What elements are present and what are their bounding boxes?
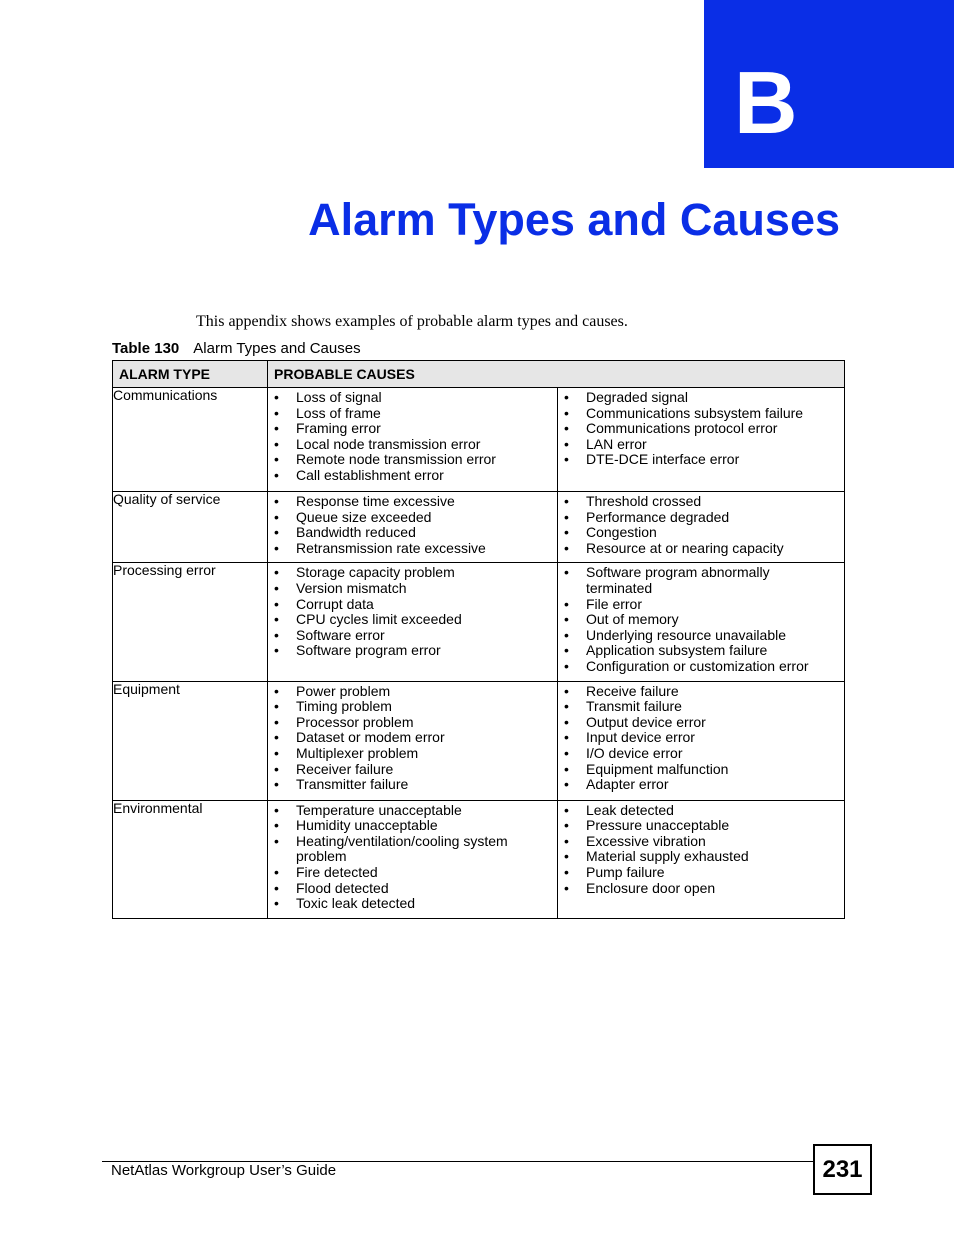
table-header-row bbox=[113, 361, 845, 388]
cause-item: • Power problem bbox=[274, 684, 551, 700]
cause-item: • Bandwidth reduced bbox=[274, 525, 551, 541]
cause-item: • Communications protocol error bbox=[564, 421, 838, 437]
cause-item: • Call establishment error bbox=[274, 468, 551, 484]
probable-causes-cell bbox=[558, 388, 845, 492]
cause-item: • Out of memory bbox=[564, 612, 838, 628]
cause-item: • CPU cycles limit exceeded bbox=[274, 612, 551, 628]
cause-item: • I/O device error bbox=[564, 746, 838, 762]
cause-item: • Heating/ventilation/cooling system problem bbox=[274, 834, 551, 865]
alarm-type-cell: Environmental bbox=[113, 800, 268, 918]
cause-item: • Receive failure bbox=[564, 684, 838, 700]
cause-item: • Software program error bbox=[274, 643, 551, 659]
cause-item: • Toxic leak detected bbox=[274, 896, 551, 912]
cause-item: • Excessive vibration bbox=[564, 834, 838, 850]
cause-item: • Output device error bbox=[564, 715, 838, 731]
cause-item: • Underlying resource unavailable bbox=[564, 628, 838, 644]
causes-list bbox=[558, 801, 844, 903]
cause-item: • Transmit failure bbox=[564, 699, 838, 715]
table-row bbox=[113, 681, 845, 800]
cause-item: • Leak detected bbox=[564, 803, 838, 819]
cause-item: • Degraded signal bbox=[564, 390, 838, 406]
cause-item: • LAN error bbox=[564, 437, 838, 453]
probable-causes-cell bbox=[558, 492, 845, 563]
cause-item: • Input device error bbox=[564, 730, 838, 746]
cause-item: • Timing problem bbox=[274, 699, 551, 715]
cause-item: • Loss of signal bbox=[274, 390, 551, 406]
table-row bbox=[113, 800, 845, 918]
cause-item: • Response time excessive bbox=[274, 494, 551, 510]
cause-item: • Enclosure door open bbox=[564, 881, 838, 897]
cause-item: • Threshold crossed bbox=[564, 494, 838, 510]
cause-item: • Processor problem bbox=[274, 715, 551, 731]
causes-list bbox=[268, 563, 557, 665]
cause-item: • Retransmission rate excessive bbox=[274, 541, 551, 557]
chapter-letter: B bbox=[734, 53, 798, 152]
table-row bbox=[113, 492, 845, 563]
cause-item: • Framing error bbox=[274, 421, 551, 437]
cause-item: • Adapter error bbox=[564, 777, 838, 793]
alarm-types-table bbox=[112, 360, 845, 919]
cause-item: • Multiplexer problem bbox=[274, 746, 551, 762]
intro-paragraph: This appendix shows examples of probable alarm types and causes. bbox=[196, 313, 628, 330]
cause-item: • Storage capacity problem bbox=[274, 565, 551, 581]
alarm-type-cell: Communications bbox=[113, 388, 268, 492]
cause-item: • Fire detected bbox=[274, 865, 551, 881]
causes-list bbox=[558, 563, 844, 680]
probable-causes-cell bbox=[268, 800, 558, 918]
probable-causes-cell bbox=[558, 563, 845, 681]
cause-item: • Communications subsystem failure bbox=[564, 406, 838, 422]
cause-item: • Local node transmission error bbox=[274, 437, 551, 453]
cause-item: • Software error bbox=[274, 628, 551, 644]
cause-item: • DTE-DCE interface error bbox=[564, 452, 838, 468]
cause-item: • Version mismatch bbox=[274, 581, 551, 597]
cause-item: • Queue size exceeded bbox=[274, 510, 551, 526]
probable-causes-cell bbox=[268, 563, 558, 681]
table-row bbox=[113, 388, 845, 492]
cause-item: • Pressure unacceptable bbox=[564, 818, 838, 834]
causes-list bbox=[268, 801, 557, 918]
cause-item: • Flood detected bbox=[274, 881, 551, 897]
alarm-type-cell: Processing error bbox=[113, 563, 268, 681]
cause-item: • Material supply exhausted bbox=[564, 849, 838, 865]
header-probable-causes: PROBABLE CAUSES bbox=[268, 361, 845, 388]
cause-item: • Resource at or nearing capacity bbox=[564, 541, 838, 557]
cause-item: • File error bbox=[564, 597, 838, 613]
cause-item: • Humidity unacceptable bbox=[274, 818, 551, 834]
cause-item: • Loss of frame bbox=[274, 406, 551, 422]
probable-causes-cell bbox=[268, 388, 558, 492]
cause-item: • Software program abnormally terminated bbox=[564, 565, 838, 596]
probable-causes-cell bbox=[268, 492, 558, 563]
alarm-type-cell: Equipment bbox=[113, 681, 268, 800]
page-number: 231 bbox=[813, 1144, 872, 1195]
table-caption-title: Alarm Types and Causes bbox=[193, 340, 361, 357]
cause-item: • Performance degraded bbox=[564, 510, 838, 526]
cause-item: • Remote node transmission error bbox=[274, 452, 551, 468]
cause-item: • Corrupt data bbox=[274, 597, 551, 613]
cause-item: • Dataset or modem error bbox=[274, 730, 551, 746]
probable-causes-cell bbox=[558, 800, 845, 918]
causes-list bbox=[268, 388, 557, 490]
causes-list bbox=[558, 682, 844, 799]
header-alarm-type: ALARM TYPE bbox=[113, 361, 268, 388]
probable-causes-cell bbox=[558, 681, 845, 800]
causes-list bbox=[558, 388, 844, 474]
footer-guide-title: NetAtlas Workgroup User’s Guide bbox=[111, 1162, 337, 1179]
cause-item: • Configuration or customization error bbox=[564, 659, 838, 675]
chapter-tab bbox=[704, 0, 954, 168]
cause-item: • Equipment malfunction bbox=[564, 762, 838, 778]
cause-item: • Receiver failure bbox=[274, 762, 551, 778]
causes-list bbox=[558, 492, 844, 562]
page-title: Alarm Types and Causes bbox=[308, 194, 840, 245]
causes-list bbox=[268, 682, 557, 799]
cause-item: • Temperature unacceptable bbox=[274, 803, 551, 819]
table-caption bbox=[112, 340, 361, 358]
probable-causes-cell bbox=[268, 681, 558, 800]
causes-list bbox=[268, 492, 557, 562]
alarm-type-cell: Quality of service bbox=[113, 492, 268, 563]
cause-item: • Pump failure bbox=[564, 865, 838, 881]
table-row bbox=[113, 563, 845, 681]
cause-item: • Congestion bbox=[564, 525, 838, 541]
cause-item: • Transmitter failure bbox=[274, 777, 551, 793]
table-caption-number: Table 130 bbox=[112, 340, 180, 357]
cause-item: • Application subsystem failure bbox=[564, 643, 838, 659]
